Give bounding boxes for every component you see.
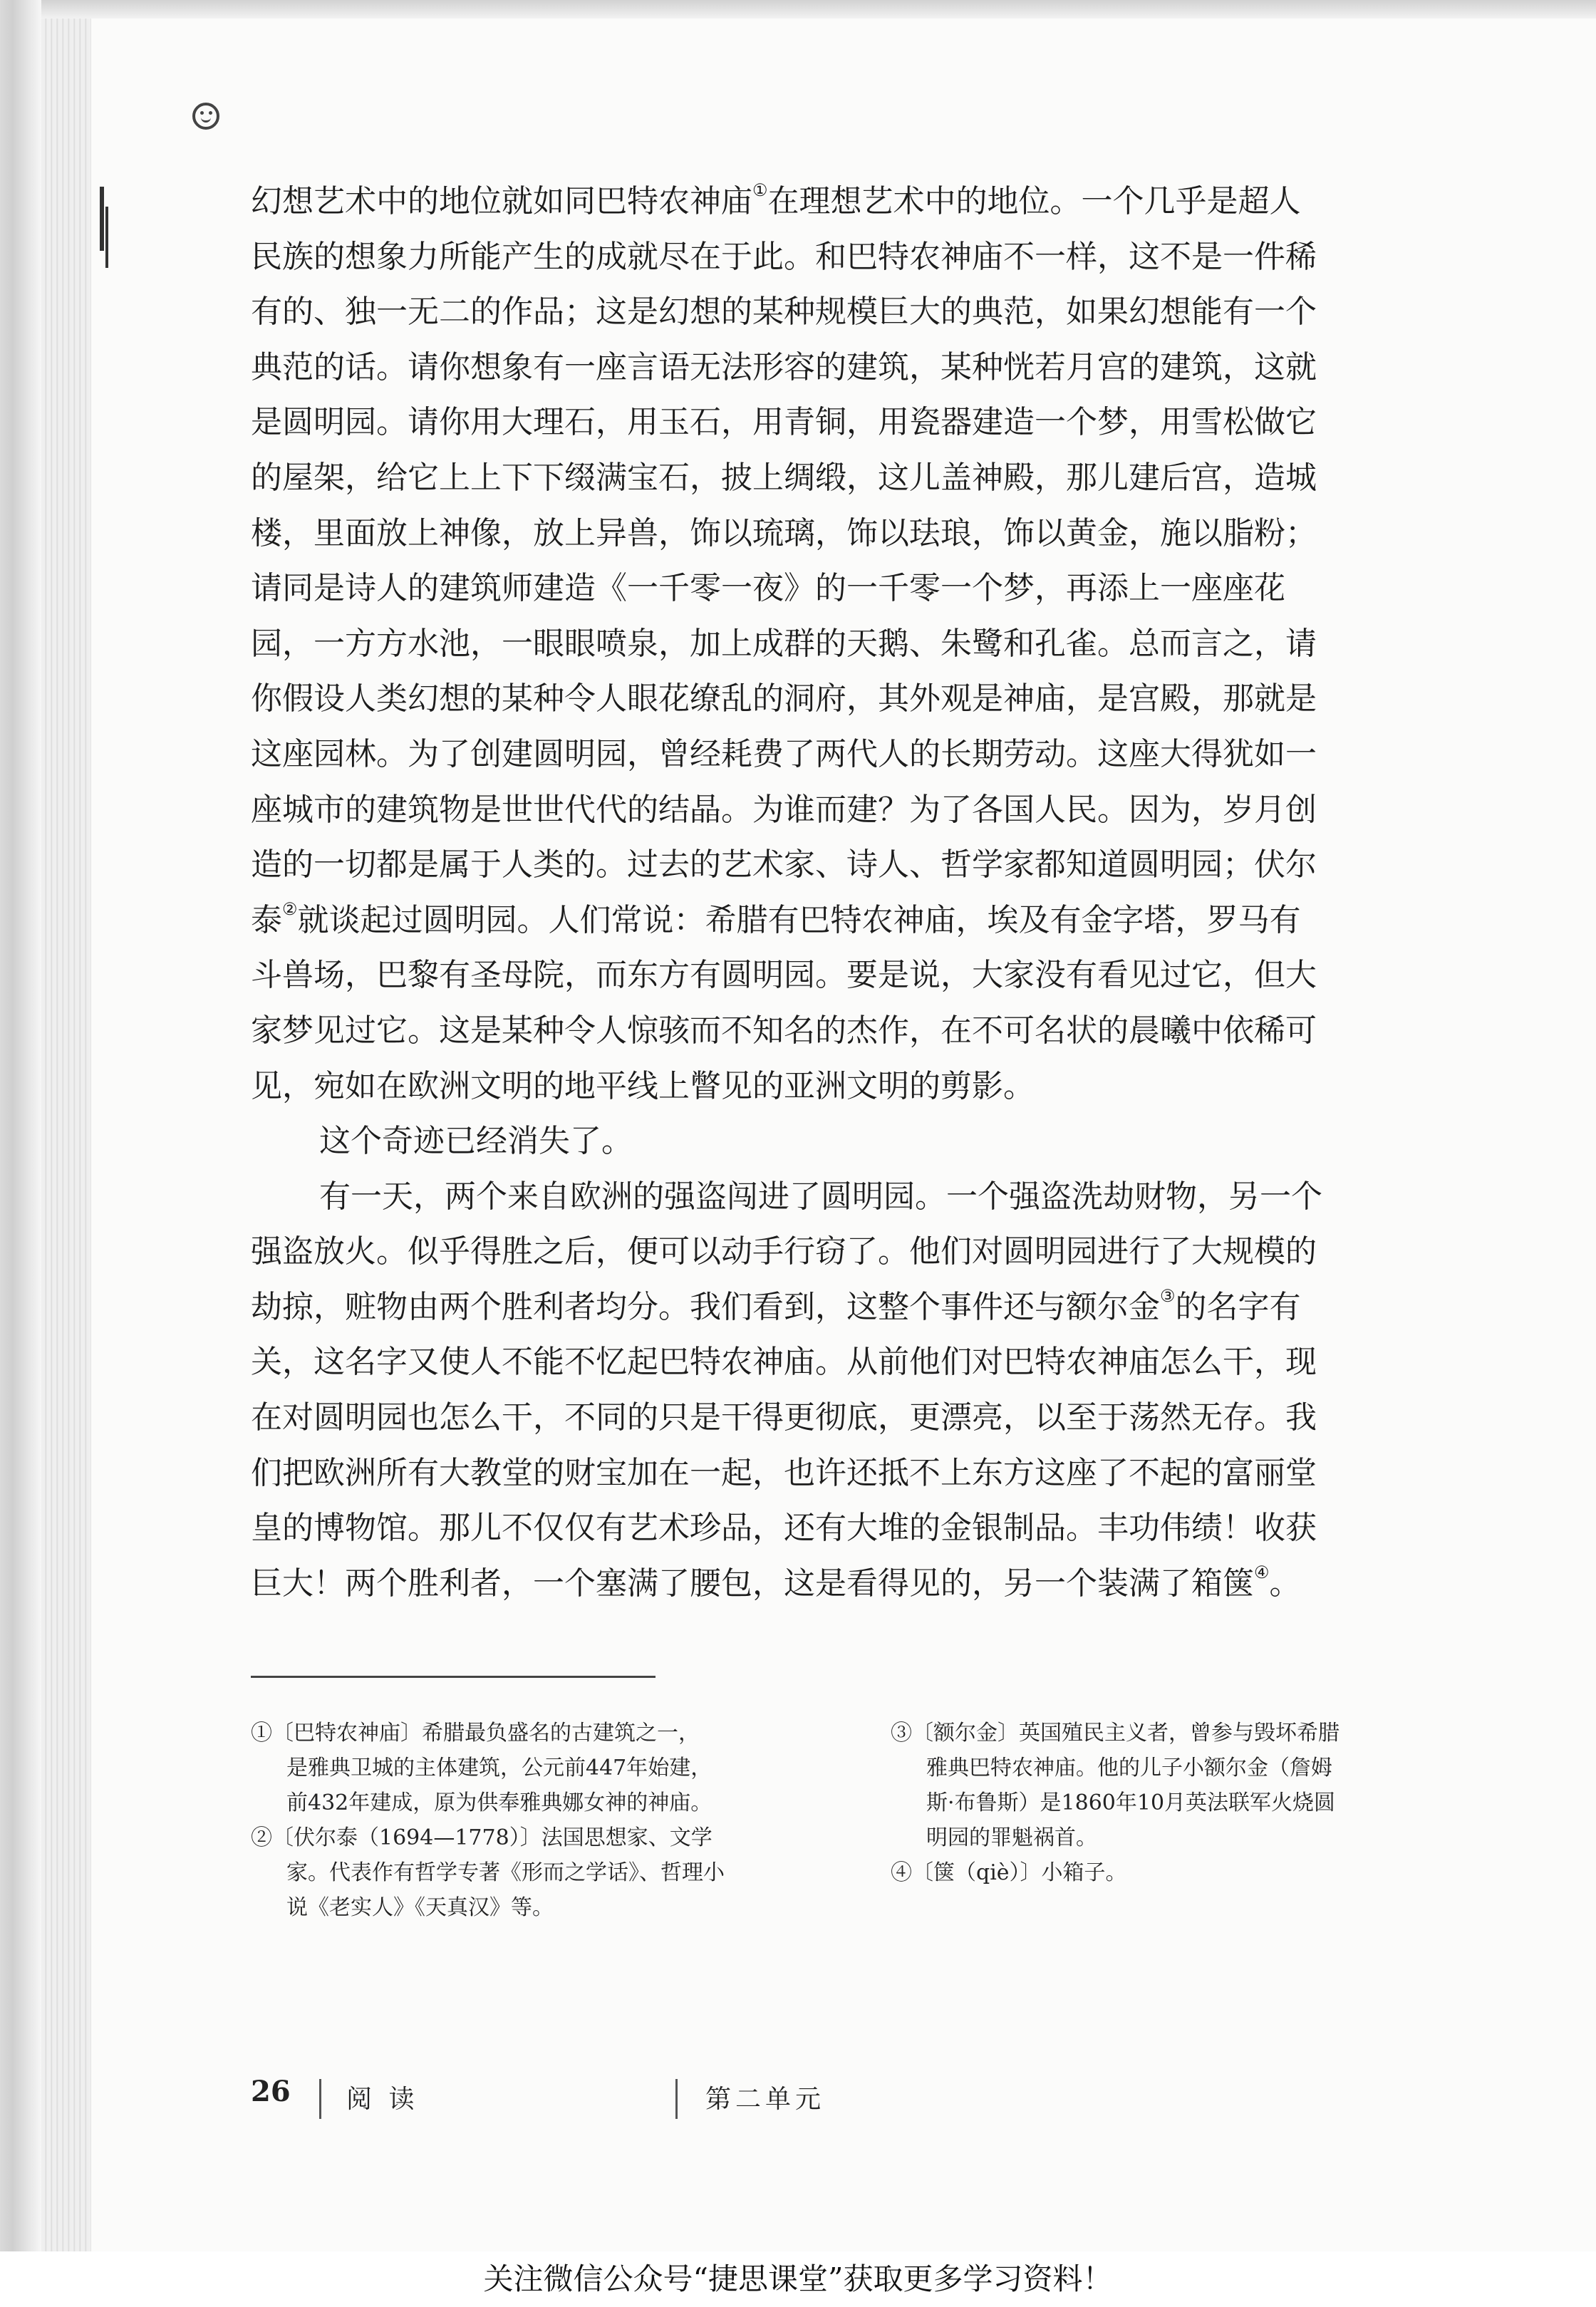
text-line [251,174,1476,229]
footnote-line: 明园的罪魁祸首。 [926,1825,1097,1850]
text-line [251,616,1476,672]
text-line [251,948,1476,1003]
text-fragment: 有一天，两个来自欧洲的强盗闯进了圆明园。一个强盗洗劫财物，另一个 [319,1178,1322,1215]
text-line [251,1556,1476,1612]
page-number: 26 [251,2075,291,2108]
text-fragment: 见，宛如在欧洲文明的地平线上瞥见的亚洲文明的剪影。 [251,1067,1035,1104]
bottom-notice: 关注微信公众号“捷思课堂”获取更多学习资料！ [0,2251,1596,2307]
footer-divider [675,2079,678,2119]
text-fragment: 在理想艺术中的地位。一个几乎是超人 [767,183,1301,219]
text-line [251,1114,1476,1169]
footnote-marker: ① [752,180,768,200]
text-line [251,893,1476,948]
text-line [251,1500,1476,1556]
text-line [251,837,1476,893]
text-fragment: 民族的想象力所能产生的成就尽在于此。和巴特农神庙不一样，这不是一件稀 [251,238,1317,275]
page-stack-edge [41,19,91,2251]
text-fragment: 斗兽场，巴黎有圣母院，而东方有圆明园。要是说，大家没有看见过它，但大 [251,957,1317,994]
footnote-marker: ② [282,898,298,919]
text-line [251,229,1476,285]
text-fragment: 的屋架，给它上上下下缀满宝石，披上绸缎，这儿盖神殿，那儿建后宫，造城 [251,459,1317,496]
text-line [251,506,1476,561]
footnote-rule [251,1676,656,1678]
text-fragment: 家梦见过它。这是某种令人惊骇而不知名的杰作，在不可名状的晨曦中依稀可 [251,1012,1317,1049]
text-line [251,1446,1476,1501]
text-fragment: 泰 [251,901,282,938]
text-fragment: 就谈起过圆明园。人们常说：希腊有巴特农神庙，埃及有金字塔，罗马有 [297,901,1301,938]
footnote-line: 是雅典卫城的主体建筑，公元前447年始建， [286,1756,712,1780]
text-fragment: 这个奇迹已经消失了。 [319,1123,633,1160]
binding-mark [105,207,108,268]
text-fragment: 有的、独一无二的作品；这是幻想的某种规模巨大的典范，如果幻想能有一个 [251,294,1317,331]
text-line [251,450,1476,506]
footnote-line: ④〔箧（qiè）〕小箱子。 [891,1860,1127,1885]
text-line [251,727,1476,782]
scan-shadow-left [0,0,41,2251]
footer-divider [319,2079,321,2119]
text-line [251,1169,1476,1225]
text-fragment: 园，一方方水池，一眼眼喷泉，加上成群的天鹅、朱鹭和孔雀。总而言之，请 [251,625,1317,662]
text-line [251,561,1476,616]
footnote-line: ③〔额尔金〕英国殖民主义者，曾参与毁坏希腊 [891,1721,1340,1746]
text-line [251,782,1476,838]
footnote-line: 斯·布鲁斯）是1860年10月英法联军火烧圆 [926,1790,1336,1815]
footer-unit: 第二单元 [705,2085,826,2114]
text-line [251,284,1476,340]
footnote-marker: ③ [1160,1285,1176,1306]
main-text [251,174,1476,1611]
text-fragment: 的名字有 [1175,1288,1301,1325]
text-fragment: 劫掠，赃物由两个胜利者均分。我们看到，这整个事件还与额尔金 [251,1288,1160,1325]
footnotes-right [891,1716,1482,1890]
text-fragment: 巨大！两个胜利者，一个塞满了腰包，这是看得见的，另一个装满了箱箧 [251,1565,1254,1602]
text-line [251,1224,1476,1280]
footnotes-left [251,1716,821,1925]
footer-section: 阅 读 [346,2085,419,2114]
scan-shadow-top [41,0,1596,19]
text-fragment: 在对圆明园也怎么干，不同的只是干得更彻底，更漂亮，以至于荡然无存。我 [251,1399,1317,1436]
text-line [251,1003,1476,1059]
text-fragment: 典范的话。请你想象有一座言语无法形容的建筑，某种恍若月宫的建筑，这就 [251,348,1317,385]
footnote-line: 前432年建成，原为供奉雅典娜女神的神庙。 [286,1790,712,1815]
text-fragment: 幻想艺术中的地位就如同巴特农神庙 [251,183,752,219]
smiley-icon [192,103,219,130]
footnote-marker: ④ [1254,1562,1270,1582]
text-fragment: 是圆明园。请你用大理石，用玉石，用青铜，用瓷器建造一个梦，用雪松做它 [251,404,1317,441]
text-line [251,1390,1476,1446]
text-line [251,340,1476,395]
text-fragment: 皇的博物馆。那儿不仅仅有艺术珍品，还有大堆的金银制品。丰功伟绩！收获 [251,1510,1317,1547]
binding-mark [100,187,104,251]
text-fragment: 请同是诗人的建筑师建造《一千零一夜》的一千零一个梦，再添上一座座花 [251,570,1285,607]
text-line [251,395,1476,450]
text-fragment: 关，这名字又使人不能不忆起巴特农神庙。从前他们对巴特农神庙怎么干，现 [251,1344,1317,1381]
text-fragment: 强盗放火。似乎得胜之后，便可以动手行窃了。他们对圆明园进行了大规模的 [251,1233,1317,1270]
footnote-line: ①〔巴特农神庙〕希腊最负盛名的古建筑之一， [251,1721,700,1746]
text-line [251,671,1476,727]
footnote-line: 家。代表作有哲学专著《形而之学话》、哲理小 [286,1860,725,1885]
text-line [251,1334,1476,1390]
text-fragment: 造的一切都是属于人类的。过去的艺术家、诗人、哲学家都知道圆明园；伏尔 [251,846,1317,883]
text-fragment: 座城市的建筑物是世世代代的结晶。为谁而建？为了各国人民。因为，岁月创 [251,791,1317,828]
footnote-line: 雅典巴特农神庙。他的儿子小额尔金（詹姆 [926,1756,1332,1780]
footnote-line: 说《老实人》《天真汉》等。 [286,1895,554,1920]
text-fragment: 这座园林。为了创建圆明园，曾经耗费了两代人的长期劳动。这座大得犹如一 [251,735,1317,772]
footnote-line: ②〔伏尔泰（1694—1778）〕法国思想家、文学 [251,1825,712,1850]
text-fragment: 们把欧洲所有大教堂的财宝加在一起，也许还抵不上东方这座了不起的富丽堂 [251,1454,1317,1491]
text-line [251,1280,1476,1335]
text-fragment: 你假设人类幻想的某种令人眼花缭乱的洞府，其外观是神庙，是宫殿，那就是 [251,680,1317,717]
text-line [251,1059,1476,1114]
text-fragment: 。 [1269,1565,1301,1602]
text-fragment: 楼，里面放上神像，放上异兽，饰以琉璃，饰以珐琅，饰以黄金，施以脂粉； [251,514,1317,551]
